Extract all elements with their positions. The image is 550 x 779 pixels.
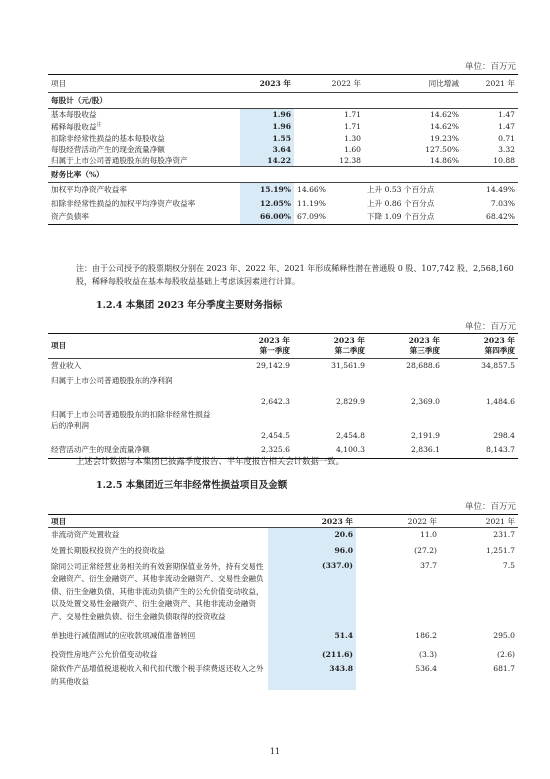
value-2022: 536.4	[415, 664, 437, 673]
value-change: 下降 1.09 个百分点	[367, 212, 435, 222]
row-label: 扣除非经常性损益的基本每股收益	[51, 133, 165, 143]
value-2023: 15.19%	[240, 182, 294, 196]
value-2023: 96.0	[268, 542, 356, 560]
header-quarter: 第三季度	[409, 346, 440, 355]
row-label: 加权平均净资产收益率	[51, 184, 127, 194]
header-item: 项目	[51, 516, 67, 526]
row-label: 归属于上市公司普通股股东的扣除非经常性损益后的净利润	[51, 409, 211, 430]
value-q1: 29,142.9	[256, 361, 290, 371]
value-2021: 1,251.7	[486, 546, 515, 555]
value-2021: 1.47	[498, 110, 515, 119]
row-label: 稀释每股收益	[51, 122, 97, 132]
value-2022: (3.3)	[418, 649, 437, 659]
row-label: 扣除非经常性损益的加权平均净资产收益率	[51, 198, 196, 208]
value-change: 14.86%	[430, 155, 459, 165]
value-2022: 1.30	[344, 133, 361, 143]
row-label: 除软件产品增值税退税收入和代扣代缴个税手续费返还收入之外的其他收益	[51, 664, 264, 686]
value-2023: 3.64	[240, 144, 294, 155]
header-year: 2023 年	[483, 336, 515, 345]
table-row	[48, 528, 518, 542]
value-2023: (211.6)	[268, 645, 356, 663]
header-2021: 2021 年	[485, 79, 515, 88]
quarterly-table	[48, 333, 518, 459]
value-2021: 7.03%	[490, 198, 515, 208]
value-q3: 28,688.6	[406, 361, 440, 371]
value-2022: 11.0	[420, 530, 437, 540]
table-row	[48, 196, 518, 210]
row-label: 投资性房地产公允价值变动收益	[51, 649, 158, 659]
footnote-marker: 注	[96, 122, 102, 128]
value-change: 19.23%	[430, 133, 459, 143]
table-row	[48, 542, 518, 560]
table-row	[48, 560, 518, 626]
value-2023: 51.4	[268, 625, 356, 645]
header-2021: 2021 年	[485, 516, 515, 526]
value-2022: 67.09%	[297, 212, 326, 222]
per-share-table	[48, 74, 518, 225]
value-2022: 11.19%	[297, 198, 326, 208]
value-2021: 681.7	[493, 664, 515, 673]
row-label: 每股经营活动产生的现金流量净额	[51, 144, 165, 154]
value-2023: 66.00%	[240, 210, 294, 224]
non-recurring-table	[48, 514, 518, 690]
header-2023: 2023 年	[321, 516, 353, 526]
value-2023: 1.55	[240, 133, 294, 144]
value-q1: 2,642.3	[261, 396, 290, 406]
table-row	[48, 133, 518, 144]
row-label: 归属于上市公司普通股股东的净利润	[51, 375, 173, 385]
table-row	[48, 359, 518, 373]
value-q2: 2,829.9	[336, 396, 365, 406]
value-2021: 10.88	[493, 155, 515, 165]
section-heading-124: 1.2.4 本集团 2023 年分季度主要财务指标	[96, 300, 283, 311]
value-2023: 1.96	[240, 120, 294, 133]
table-row	[48, 373, 518, 407]
value-2021: 295.0	[493, 630, 515, 640]
value-2022: 186.2	[415, 630, 437, 640]
table-row	[48, 120, 518, 133]
page-number: 11	[269, 747, 281, 756]
row-label: 归属于上市公司普通股股东的每股净资产	[51, 155, 188, 165]
value-2022: 1.71	[344, 110, 361, 119]
table-row	[48, 645, 518, 663]
value-q1: 2,325.6	[261, 444, 290, 454]
value-q2: 4,100.3	[336, 444, 365, 454]
section-title-row	[48, 93, 518, 109]
unit-label: 单位：百万元	[464, 62, 516, 72]
header-item: 项目	[51, 341, 67, 350]
value-2021: 0.71	[498, 133, 515, 143]
value-q4: 298.4	[493, 430, 515, 440]
header-year: 2023 年	[333, 336, 365, 345]
row-label: 资产负债率	[51, 212, 89, 222]
value-q3: 2,191.9	[411, 430, 440, 440]
header-year: 2023 年	[408, 336, 440, 345]
table-row	[48, 210, 518, 224]
header-2023: 2023 年	[259, 79, 291, 88]
value-2023: 12.05%	[240, 196, 294, 210]
section-title: 财务比率（%）	[51, 169, 104, 179]
value-q3: 2,836.1	[411, 444, 440, 454]
value-2023: 1.96	[240, 109, 294, 121]
value-q4: 8,143.7	[486, 444, 515, 454]
unit-label: 单位：百万元	[464, 502, 516, 512]
value-2022: 12.38	[339, 155, 361, 165]
value-change: 上升 0.53 个百分点	[367, 184, 435, 194]
value-2021: 1.47	[498, 121, 515, 131]
value-q4: 1,484.6	[486, 396, 515, 406]
table-row	[48, 625, 518, 645]
table-header-row	[48, 334, 518, 359]
row-label: 除同公司正常经营业务相关的有效套期保值业务外，持有交易性金融资产、衍生金融资产、其他非流动金融资产、交易性金融负债、衍生金融负债、其他非流动负债产生的公允价值变动收益，以及处置交易性金融资产、衍生金融资产、其他非流动金融资产、交易性金融负债、衍生金融负债取得的投资收益	[51, 561, 264, 621]
value-q2: 31,561.9	[331, 361, 365, 371]
section-heading-125: 1.2.5 本集团近三年非经常性损益项目及金额	[96, 480, 288, 491]
row-label: 基本每股收益	[51, 110, 97, 119]
consistency-paragraph: 上述会计数据与本集团已披露季度报告、半年度报告相关会计数据一致。	[76, 456, 344, 466]
table-row	[48, 182, 518, 196]
table-header-row	[48, 75, 518, 93]
value-2021: 7.5	[502, 560, 515, 570]
row-label: 处置长期股权投资产生的投资收益	[51, 546, 165, 555]
value-2021: (2.6)	[496, 649, 515, 659]
value-2022: 1.60	[344, 144, 361, 154]
value-change: 14.62%	[430, 121, 459, 131]
table-row	[48, 144, 518, 155]
value-2023: 20.6	[268, 528, 356, 542]
row-label: 营业收入	[51, 361, 82, 371]
value-change: 127.50%	[425, 144, 459, 154]
value-q4: 34,857.5	[481, 361, 515, 371]
value-change: 上升 0.86 个百分点	[367, 198, 435, 208]
row-label: 单独进行减值测试的应收款项减值准备转回	[51, 630, 196, 640]
value-2022: 1.71	[344, 121, 361, 131]
value-2023: 14.22	[240, 155, 294, 167]
value-2021: 68.42%	[486, 212, 515, 222]
header-item: 项目	[51, 79, 67, 88]
value-2022: 37.7	[420, 560, 437, 570]
value-2021: 231.7	[493, 530, 515, 540]
table-row	[48, 407, 518, 441]
header-2022: 2022 年	[331, 79, 361, 88]
value-2022: (27.2)	[414, 546, 437, 555]
table-row	[48, 155, 518, 167]
value-q3: 2,369.0	[411, 396, 440, 406]
value-q1: 2,454.5	[261, 430, 290, 440]
footnote-text: 注：由于公司授予的股票期权分别在 2023 年、2022 年、2021 年形成稀释性潜在普通股 0 股、107,742 股、2,568,160 股，稀释每股收益在基本每股收益基础上考虑该因素进行计算。	[76, 264, 514, 286]
header-quarter: 第二季度	[334, 346, 365, 355]
value-2021: 14.49%	[486, 184, 515, 194]
section-title: 每股计（元/股）	[51, 96, 107, 105]
value-2022: 14.66%	[297, 184, 326, 194]
row-label: 非流动资产处置收益	[51, 530, 120, 540]
header-change: 同比增减	[428, 79, 459, 88]
value-2021: 3.32	[498, 144, 515, 154]
unit-label: 单位：百万元	[464, 322, 516, 332]
section-title-row	[48, 166, 518, 182]
table-row	[48, 109, 518, 121]
value-change: 14.62%	[430, 110, 459, 119]
header-quarter: 第四季度	[484, 346, 515, 355]
header-2022: 2022 年	[407, 516, 437, 526]
value-2023: 343.8	[268, 663, 356, 690]
value-q2: 2,454.8	[336, 430, 365, 440]
row-label: 经营活动产生的现金流量净额	[51, 444, 150, 454]
value-2023: (337.0)	[268, 560, 356, 626]
header-year: 2023 年	[258, 336, 290, 345]
table-row	[48, 663, 518, 690]
header-quarter: 第一季度	[259, 346, 290, 355]
table-header-row	[48, 515, 518, 528]
